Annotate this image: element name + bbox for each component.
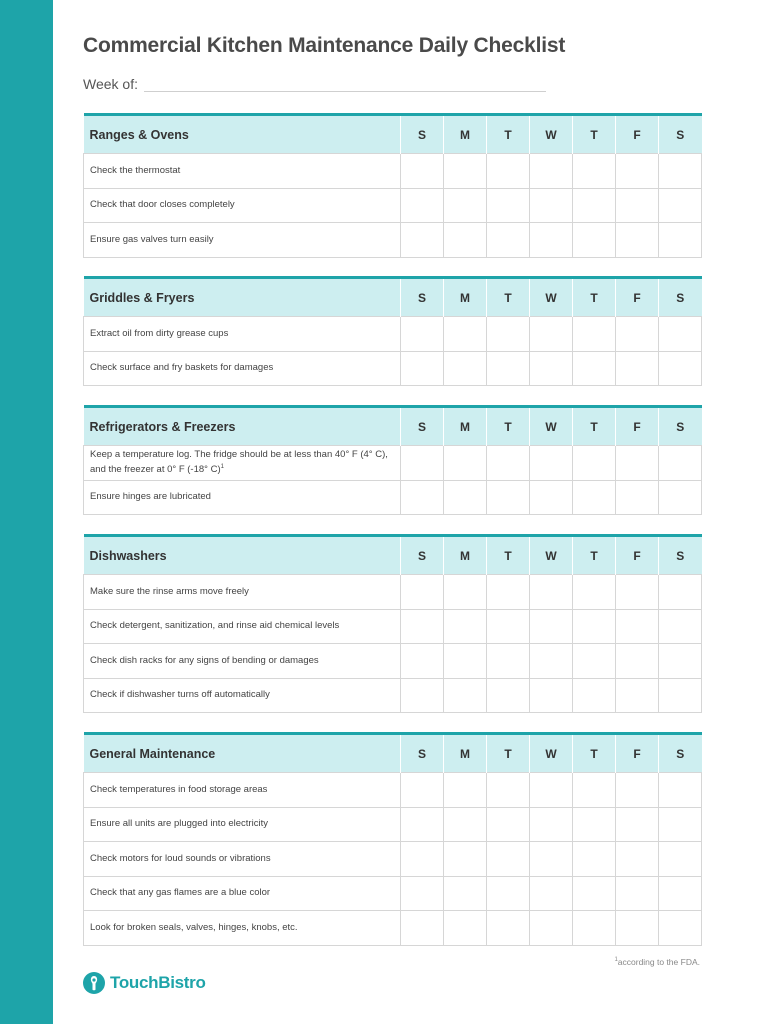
day-header: F [616, 115, 659, 154]
day-checkbox-cell[interactable] [616, 223, 659, 258]
day-checkbox-cell[interactable] [487, 188, 530, 223]
task-row [84, 644, 702, 679]
task-label-cell [84, 575, 401, 610]
section-header-row [84, 115, 702, 154]
day-checkbox-cell[interactable] [530, 609, 573, 644]
task-label-cell [84, 678, 401, 713]
task-row [84, 351, 702, 386]
task-row [84, 678, 702, 713]
touchbistro-logo [83, 972, 206, 994]
task-label-cell [84, 480, 401, 515]
task-row [84, 188, 702, 223]
day-checkbox-cell[interactable] [659, 575, 702, 610]
day-header: T [487, 536, 530, 575]
task-label-cell [84, 154, 401, 189]
task-label: Keep a temperature log. The fridge should be at less than 40° F (4° C), and the freezer at 0° F (-18° C) [90, 449, 388, 476]
day-checkbox-cell[interactable] [487, 480, 530, 515]
day-checkbox-cell[interactable] [616, 188, 659, 223]
section-title: Ranges & Ovens [84, 115, 401, 154]
side-accent-bar [0, 0, 53, 1024]
day-checkbox-cell[interactable] [659, 876, 702, 911]
day-checkbox-cell[interactable] [659, 842, 702, 877]
day-checkbox-cell[interactable] [659, 154, 702, 189]
day-header: F [616, 536, 659, 575]
day-checkbox-cell[interactable] [530, 842, 573, 877]
task-label-cell [84, 807, 401, 842]
task-label: Check dish racks for any signs of bending or damages [90, 654, 319, 666]
day-checkbox-cell[interactable] [401, 480, 444, 515]
day-header: M [444, 536, 487, 575]
day-checkbox-cell[interactable] [444, 575, 487, 610]
day-header: S [401, 115, 444, 154]
day-checkbox-cell[interactable] [659, 807, 702, 842]
section-table [83, 534, 702, 713]
day-header: T [573, 115, 616, 154]
day-checkbox-cell[interactable] [444, 154, 487, 189]
section-header-row [84, 536, 702, 575]
day-checkbox-cell[interactable] [659, 223, 702, 258]
day-checkbox-cell[interactable] [616, 678, 659, 713]
task-label-cell [84, 317, 401, 352]
footnote-marker: 1 [614, 957, 618, 964]
day-header: W [530, 278, 573, 317]
day-checkbox-cell[interactable] [616, 773, 659, 808]
task-label: Ensure gas valves turn easily [90, 233, 214, 245]
task-label: Check that any gas flames are a blue color [90, 887, 271, 899]
task-label-cell [84, 609, 401, 644]
day-header: M [444, 734, 487, 773]
day-header: T [487, 734, 530, 773]
task-label-cell [84, 911, 401, 946]
day-checkbox-cell[interactable] [616, 446, 659, 481]
day-checkbox-cell[interactable] [487, 842, 530, 877]
day-checkbox-cell[interactable] [401, 351, 444, 386]
week-label: Week of: [83, 76, 138, 92]
section-header-row [84, 278, 702, 317]
week-field [83, 76, 546, 92]
section-title: Griddles & Fryers [84, 278, 401, 317]
day-checkbox-cell[interactable] [401, 644, 444, 679]
day-header: T [573, 536, 616, 575]
task-label-cell [84, 223, 401, 258]
task-label: Check detergent, sanitization, and rinse aid chemical levels [90, 620, 340, 632]
day-checkbox-cell[interactable] [530, 575, 573, 610]
task-label: Ensure all units are plugged into electricity [90, 818, 268, 830]
day-checkbox-cell[interactable] [573, 842, 616, 877]
day-checkbox-cell[interactable] [573, 876, 616, 911]
day-checkbox-cell[interactable] [401, 807, 444, 842]
task-label-cell [84, 188, 401, 223]
day-checkbox-cell[interactable] [444, 644, 487, 679]
day-checkbox-cell[interactable] [659, 609, 702, 644]
task-label-cell [84, 876, 401, 911]
section-table [83, 276, 702, 386]
day-checkbox-cell[interactable] [659, 446, 702, 481]
day-checkbox-cell[interactable] [444, 773, 487, 808]
day-header: T [487, 407, 530, 446]
day-checkbox-cell[interactable] [616, 575, 659, 610]
day-header: W [530, 536, 573, 575]
logo-text: TouchBistro [110, 973, 206, 992]
day-checkbox-cell[interactable] [401, 876, 444, 911]
day-checkbox-cell[interactable] [444, 678, 487, 713]
day-header: S [401, 278, 444, 317]
task-row [84, 609, 702, 644]
task-label: Check surface and fry baskets for damages [90, 362, 274, 374]
day-checkbox-cell[interactable] [444, 188, 487, 223]
day-header: F [616, 734, 659, 773]
day-checkbox-cell[interactable] [616, 911, 659, 946]
day-checkbox-cell[interactable] [444, 446, 487, 481]
day-header: S [401, 734, 444, 773]
day-checkbox-cell[interactable] [487, 575, 530, 610]
day-checkbox-cell[interactable] [573, 644, 616, 679]
day-header: S [659, 536, 702, 575]
day-checkbox-cell[interactable] [530, 188, 573, 223]
day-checkbox-cell[interactable] [487, 317, 530, 352]
task-label-cell [84, 351, 401, 386]
day-checkbox-cell[interactable] [487, 911, 530, 946]
day-header: M [444, 407, 487, 446]
day-checkbox-cell[interactable] [659, 351, 702, 386]
day-checkbox-cell[interactable] [401, 154, 444, 189]
task-label: Extract oil from dirty grease cups [90, 327, 229, 339]
section-table [83, 732, 702, 946]
day-checkbox-cell[interactable] [487, 446, 530, 481]
day-checkbox-cell[interactable] [659, 773, 702, 808]
day-checkbox-cell[interactable] [487, 678, 530, 713]
task-row [84, 807, 702, 842]
day-header: W [530, 734, 573, 773]
task-footnote-marker: 1 [220, 464, 224, 471]
day-checkbox-cell[interactable] [444, 842, 487, 877]
day-checkbox-cell[interactable] [573, 773, 616, 808]
day-header: F [616, 407, 659, 446]
day-checkbox-cell[interactable] [573, 223, 616, 258]
day-checkbox-cell[interactable] [573, 480, 616, 515]
day-checkbox-cell[interactable] [616, 317, 659, 352]
day-header: S [659, 278, 702, 317]
day-checkbox-cell[interactable] [530, 911, 573, 946]
day-checkbox-cell[interactable] [530, 317, 573, 352]
day-header: S [401, 536, 444, 575]
section-table [83, 405, 702, 515]
day-checkbox-cell[interactable] [659, 480, 702, 515]
day-header: M [444, 278, 487, 317]
day-checkbox-cell[interactable] [487, 644, 530, 679]
day-checkbox-cell[interactable] [573, 188, 616, 223]
day-checkbox-cell[interactable] [616, 480, 659, 515]
day-checkbox-cell[interactable] [401, 911, 444, 946]
day-checkbox-cell[interactable] [573, 807, 616, 842]
day-checkbox-cell[interactable] [573, 911, 616, 946]
day-checkbox-cell[interactable] [530, 807, 573, 842]
task-row [84, 446, 702, 481]
day-checkbox-cell[interactable] [616, 609, 659, 644]
task-label: Check if dishwasher turns off automatically [90, 689, 270, 701]
day-checkbox-cell[interactable] [401, 609, 444, 644]
section-title: General Maintenance [84, 734, 401, 773]
day-header: W [530, 115, 573, 154]
day-header: T [573, 734, 616, 773]
task-label: Check the thermostat [90, 164, 181, 176]
day-header: S [659, 407, 702, 446]
day-checkbox-cell[interactable] [530, 351, 573, 386]
day-checkbox-cell[interactable] [444, 223, 487, 258]
day-header: S [659, 734, 702, 773]
day-checkbox-cell[interactable] [616, 154, 659, 189]
week-input-line[interactable] [144, 76, 546, 92]
day-checkbox-cell[interactable] [444, 480, 487, 515]
task-row [84, 842, 702, 877]
day-checkbox-cell[interactable] [573, 678, 616, 713]
day-checkbox-cell[interactable] [616, 842, 659, 877]
day-checkbox-cell[interactable] [616, 807, 659, 842]
day-checkbox-cell[interactable] [573, 446, 616, 481]
day-checkbox-cell[interactable] [487, 609, 530, 644]
task-row [84, 154, 702, 189]
day-checkbox-cell[interactable] [444, 911, 487, 946]
day-header: W [530, 407, 573, 446]
day-checkbox-cell[interactable] [530, 223, 573, 258]
task-label-cell [84, 842, 401, 877]
task-row [84, 317, 702, 352]
day-checkbox-cell[interactable] [530, 154, 573, 189]
task-row [84, 223, 702, 258]
day-checkbox-cell[interactable] [530, 773, 573, 808]
task-label: Check motors for loud sounds or vibrations [90, 852, 271, 864]
day-checkbox-cell[interactable] [444, 876, 487, 911]
day-header: T [573, 407, 616, 446]
day-checkbox-cell[interactable] [401, 842, 444, 877]
task-row [84, 911, 702, 946]
day-header: T [487, 278, 530, 317]
day-checkbox-cell[interactable] [401, 446, 444, 481]
day-checkbox-cell[interactable] [401, 678, 444, 713]
day-checkbox-cell[interactable] [659, 644, 702, 679]
day-header: M [444, 115, 487, 154]
day-checkbox-cell[interactable] [401, 317, 444, 352]
task-label: Check temperatures in food storage areas [90, 783, 268, 795]
day-checkbox-cell[interactable] [530, 480, 573, 515]
day-header: S [659, 115, 702, 154]
day-checkbox-cell[interactable] [530, 446, 573, 481]
task-row [84, 773, 702, 808]
day-checkbox-cell[interactable] [487, 154, 530, 189]
day-checkbox-cell[interactable] [444, 807, 487, 842]
task-label: Make sure the rinse arms move freely [90, 585, 249, 597]
day-checkbox-cell[interactable] [659, 188, 702, 223]
task-label: Check that door closes completely [90, 199, 235, 211]
day-checkbox-cell[interactable] [573, 351, 616, 386]
day-checkbox-cell[interactable] [616, 876, 659, 911]
day-checkbox-cell[interactable] [444, 609, 487, 644]
day-checkbox-cell[interactable] [659, 911, 702, 946]
day-checkbox-cell[interactable] [659, 317, 702, 352]
day-checkbox-cell[interactable] [530, 644, 573, 679]
task-label-cell [84, 446, 401, 481]
day-header: S [401, 407, 444, 446]
footnote-text: according to the FDA. [617, 957, 700, 967]
day-checkbox-cell[interactable] [401, 188, 444, 223]
task-row [84, 480, 702, 515]
day-checkbox-cell[interactable] [573, 609, 616, 644]
day-checkbox-cell[interactable] [573, 317, 616, 352]
day-checkbox-cell[interactable] [659, 678, 702, 713]
day-checkbox-cell[interactable] [487, 876, 530, 911]
day-checkbox-cell[interactable] [401, 575, 444, 610]
section-table [83, 113, 702, 258]
day-checkbox-cell[interactable] [487, 351, 530, 386]
section-header-row [84, 407, 702, 446]
task-label: Look for broken seals, valves, hinges, knobs, etc. [90, 921, 298, 933]
day-checkbox-cell[interactable] [401, 223, 444, 258]
task-row [84, 876, 702, 911]
task-row [84, 575, 702, 610]
task-label-cell [84, 773, 401, 808]
touchbistro-logo-icon [83, 972, 105, 994]
day-header: F [616, 278, 659, 317]
task-label: Ensure hinges are lubricated [90, 491, 211, 503]
day-checkbox-cell[interactable] [487, 223, 530, 258]
day-checkbox-cell[interactable] [573, 575, 616, 610]
day-checkbox-cell[interactable] [401, 773, 444, 808]
day-header: T [573, 278, 616, 317]
day-checkbox-cell[interactable] [444, 317, 487, 352]
day-checkbox-cell[interactable] [444, 351, 487, 386]
day-checkbox-cell[interactable] [530, 678, 573, 713]
task-label-cell [84, 644, 401, 679]
section-title: Dishwashers [84, 536, 401, 575]
section-header-row [84, 734, 702, 773]
page-title: Commercial Kitchen Maintenance Daily Checklist [83, 34, 566, 57]
footnote [614, 957, 700, 967]
day-checkbox-cell[interactable] [616, 351, 659, 386]
day-checkbox-cell[interactable] [573, 154, 616, 189]
day-checkbox-cell[interactable] [616, 644, 659, 679]
day-header: T [487, 115, 530, 154]
section-title: Refrigerators & Freezers [84, 407, 401, 446]
day-checkbox-cell[interactable] [487, 807, 530, 842]
day-checkbox-cell[interactable] [487, 773, 530, 808]
day-checkbox-cell[interactable] [530, 876, 573, 911]
